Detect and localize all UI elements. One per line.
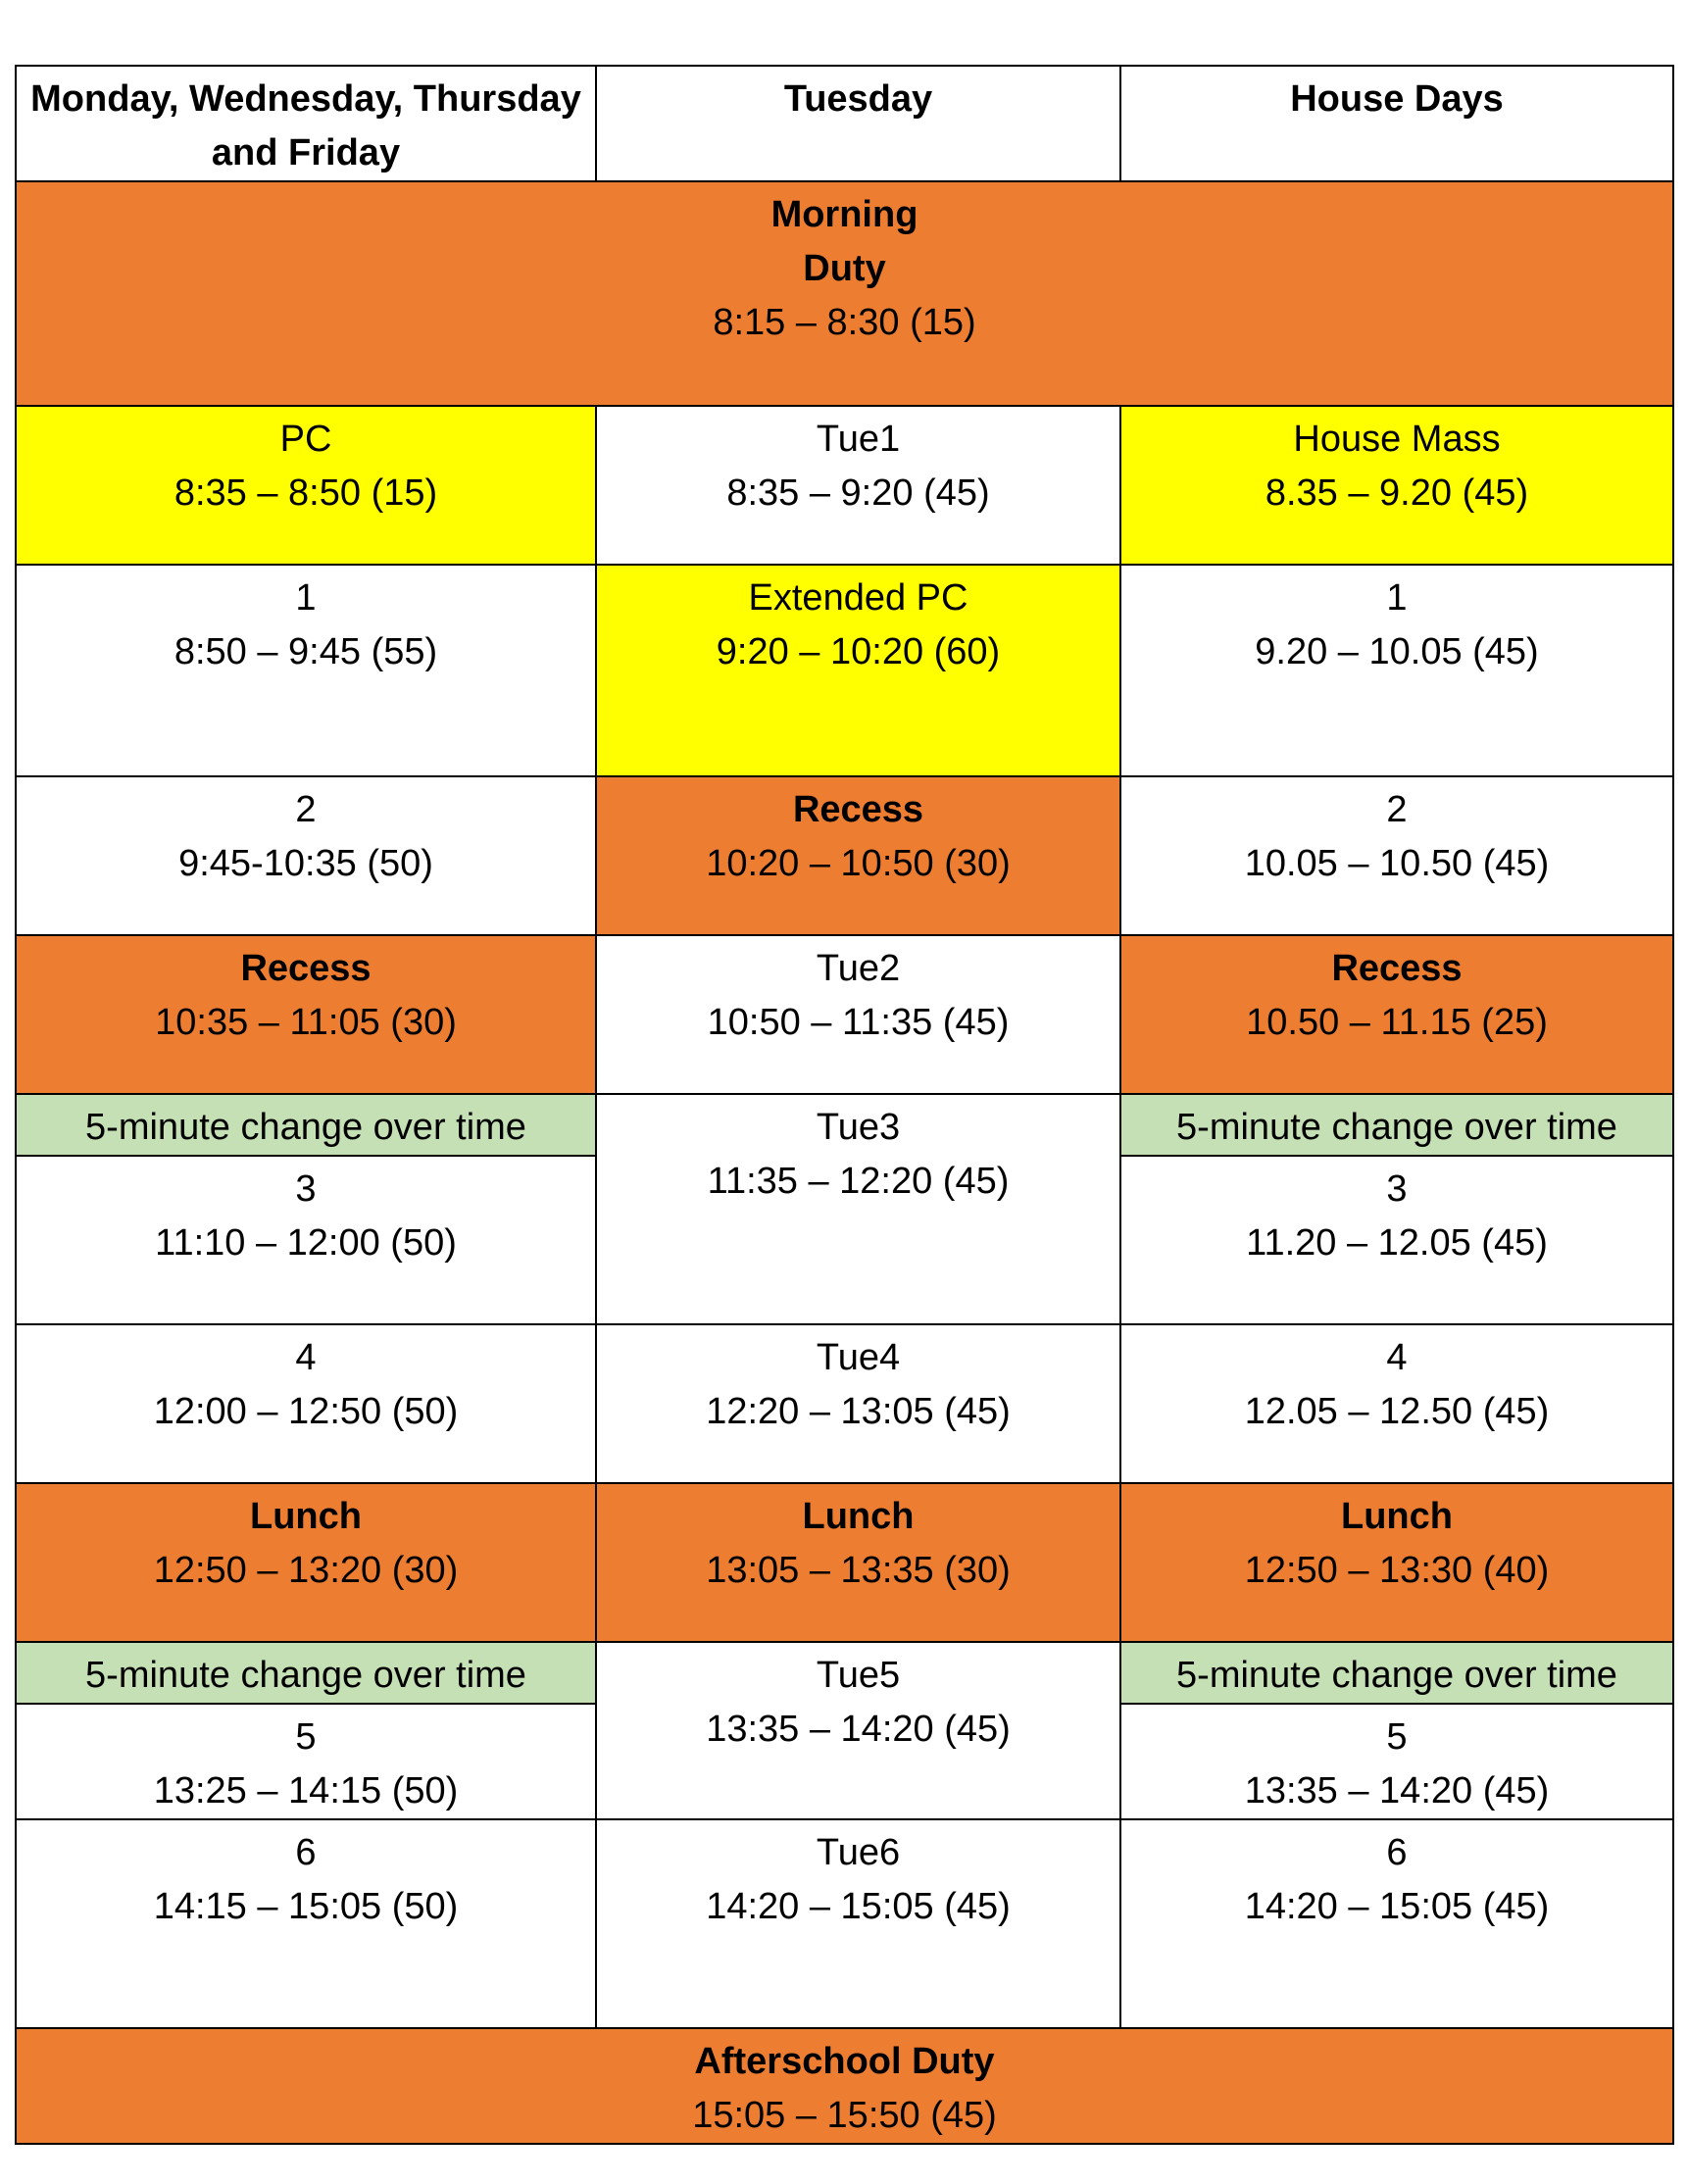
mwtf-period3-time: 11:10 – 12:00 (50) [155, 1222, 457, 1264]
mwtf-period5-label: 5 [295, 1716, 317, 1758]
house-recess-label: Recess [1331, 948, 1463, 989]
tue2-cell [596, 935, 1120, 1094]
timetable-row [16, 935, 1673, 1094]
mwtf-period1-cell [16, 565, 596, 776]
house-period4-cell [1120, 1324, 1673, 1483]
house-period2-label: 2 [1386, 789, 1408, 830]
house-mass-cell [1120, 406, 1673, 565]
house-period4-time: 12.05 – 12.50 (45) [1244, 1391, 1550, 1432]
morning-duty-label-line1: Morning [770, 194, 918, 235]
tue-recess-label: Recess [792, 789, 924, 830]
mwtf-pc-cell [16, 406, 596, 565]
mwtf-period1-label: 1 [295, 577, 317, 619]
afterschool-duty-label: Afterschool Duty [694, 2041, 995, 2082]
timetable-row [16, 1819, 1673, 2028]
house-recess-cell [1120, 935, 1673, 1094]
timetable-row [16, 406, 1673, 565]
mwtf-period6-label: 6 [295, 1832, 317, 1873]
tue4-cell [596, 1324, 1120, 1483]
header-row [16, 66, 1673, 181]
house-period4-label: 4 [1386, 1337, 1408, 1378]
tue-extended-pc-time: 9:20 – 10:20 (60) [716, 631, 1001, 672]
timetable-row [16, 565, 1673, 776]
tue-lunch-label: Lunch [802, 1496, 915, 1537]
tue3-cell [596, 1094, 1120, 1324]
mwtf-period3-label: 3 [295, 1168, 317, 1210]
mwtf-period6-time: 14:15 – 15:05 (50) [153, 1886, 459, 1927]
timetable-row [16, 1642, 1673, 1704]
tue6-cell [596, 1819, 1120, 2028]
tue1-label: Tue1 [816, 419, 901, 460]
morning-duty-cell [16, 181, 1673, 406]
timetable-row [16, 1324, 1673, 1483]
mwtf-changeover2-cell: 5-minute change over time [16, 1642, 596, 1704]
mwtf-period1-time: 8:50 – 9:45 (55) [174, 631, 438, 672]
afterschool-duty-time: 15:05 – 15:50 (45) [692, 2095, 997, 2136]
timetable-row [16, 776, 1673, 935]
house-period1-cell [1120, 565, 1673, 776]
tue3-label: Tue3 [816, 1107, 901, 1148]
timetable-row [16, 1483, 1673, 1642]
house-lunch-cell [1120, 1483, 1673, 1642]
house-period6-time: 14:20 – 15:05 (45) [1244, 1886, 1550, 1927]
mwtf-period5-time: 13:25 – 14:15 (50) [153, 1770, 459, 1812]
tue1-cell [596, 406, 1120, 565]
house-period2-cell [1120, 776, 1673, 935]
house-period3-time: 11.20 – 12.05 (45) [1246, 1222, 1548, 1264]
mwtf-lunch-time: 12:50 – 13:20 (30) [153, 1550, 459, 1591]
tue-extended-pc-label: Extended PC [748, 577, 968, 619]
tue6-time: 14:20 – 15:05 (45) [706, 1886, 1011, 1927]
house-recess-time: 10.50 – 11.15 (25) [1246, 1002, 1548, 1043]
tue5-label: Tue5 [816, 1655, 901, 1696]
tue5-time: 13:35 – 14:20 (45) [706, 1709, 1011, 1750]
house-lunch-label: Lunch [1341, 1496, 1453, 1537]
house-period1-label: 1 [1386, 577, 1408, 619]
header-house-days: House Days [1120, 66, 1673, 181]
header-tuesday: Tuesday [596, 66, 1120, 181]
house-period3-label: 3 [1386, 1168, 1408, 1210]
mwtf-period4-time: 12:00 – 12:50 (50) [153, 1391, 459, 1432]
mwtf-recess-label: Recess [240, 948, 372, 989]
house-period2-time: 10.05 – 10.50 (45) [1244, 843, 1550, 884]
morning-duty-time: 8:15 – 8:30 (15) [713, 302, 976, 343]
tue3-time: 11:35 – 12:20 (45) [707, 1161, 1010, 1202]
house-mass-time: 8.35 – 9.20 (45) [1265, 472, 1529, 514]
mwtf-changeover1-cell: 5-minute change over time [16, 1094, 596, 1156]
tue2-label: Tue2 [816, 948, 901, 989]
afterschool-duty-row [16, 2028, 1673, 2144]
mwtf-pc-time: 8:35 – 8:50 (15) [174, 472, 438, 514]
tue-lunch-time: 13:05 – 13:35 (30) [706, 1550, 1011, 1591]
tue4-time: 12:20 – 13:05 (45) [706, 1391, 1011, 1432]
mwtf-period5-cell [16, 1704, 596, 1819]
house-changeover1-cell: 5-minute change over time [1120, 1094, 1673, 1156]
house-period3-cell [1120, 1156, 1673, 1324]
mwtf-recess-time: 10:35 – 11:05 (30) [155, 1002, 457, 1043]
afterschool-duty-cell [16, 2028, 1673, 2144]
mwtf-lunch-label: Lunch [250, 1496, 362, 1537]
mwtf-period4-label: 4 [295, 1337, 317, 1378]
house-period5-cell [1120, 1704, 1673, 1819]
tue1-time: 8:35 – 9:20 (45) [726, 472, 990, 514]
mwtf-period6-cell [16, 1819, 596, 2028]
mwtf-lunch-cell [16, 1483, 596, 1642]
mwtf-period2-label: 2 [295, 789, 317, 830]
mwtf-recess-cell [16, 935, 596, 1094]
tue6-label: Tue6 [816, 1832, 901, 1873]
house-period1-time: 9.20 – 10.05 (45) [1255, 631, 1539, 672]
tue-recess-time: 10:20 – 10:50 (30) [706, 843, 1011, 884]
tue4-label: Tue4 [816, 1337, 901, 1378]
house-period5-time: 13:35 – 14:20 (45) [1244, 1770, 1550, 1812]
mwtf-period4-cell [16, 1324, 596, 1483]
house-period6-label: 6 [1386, 1832, 1408, 1873]
header-mwtf: Monday, Wednesday, Thursday and Friday [16, 66, 596, 181]
tue-recess-cell [596, 776, 1120, 935]
house-period6-cell [1120, 1819, 1673, 2028]
house-changeover2-cell: 5-minute change over time [1120, 1642, 1673, 1704]
timetable [15, 65, 1674, 2145]
tue-lunch-cell [596, 1483, 1120, 1642]
morning-duty-label-line2: Duty [803, 248, 886, 289]
timetable-row [16, 1094, 1673, 1156]
mwtf-period2-cell [16, 776, 596, 935]
house-mass-label: House Mass [1293, 419, 1501, 460]
house-lunch-time: 12:50 – 13:30 (40) [1244, 1550, 1550, 1591]
morning-duty-row [16, 181, 1673, 406]
mwtf-pc-label: PC [279, 419, 332, 460]
mwtf-period2-time: 9:45-10:35 (50) [178, 843, 433, 884]
house-period5-label: 5 [1386, 1716, 1408, 1758]
tue5-cell [596, 1642, 1120, 1819]
mwtf-period3-cell [16, 1156, 596, 1324]
tue2-time: 10:50 – 11:35 (45) [707, 1002, 1010, 1043]
tue-extended-pc-cell [596, 565, 1120, 776]
